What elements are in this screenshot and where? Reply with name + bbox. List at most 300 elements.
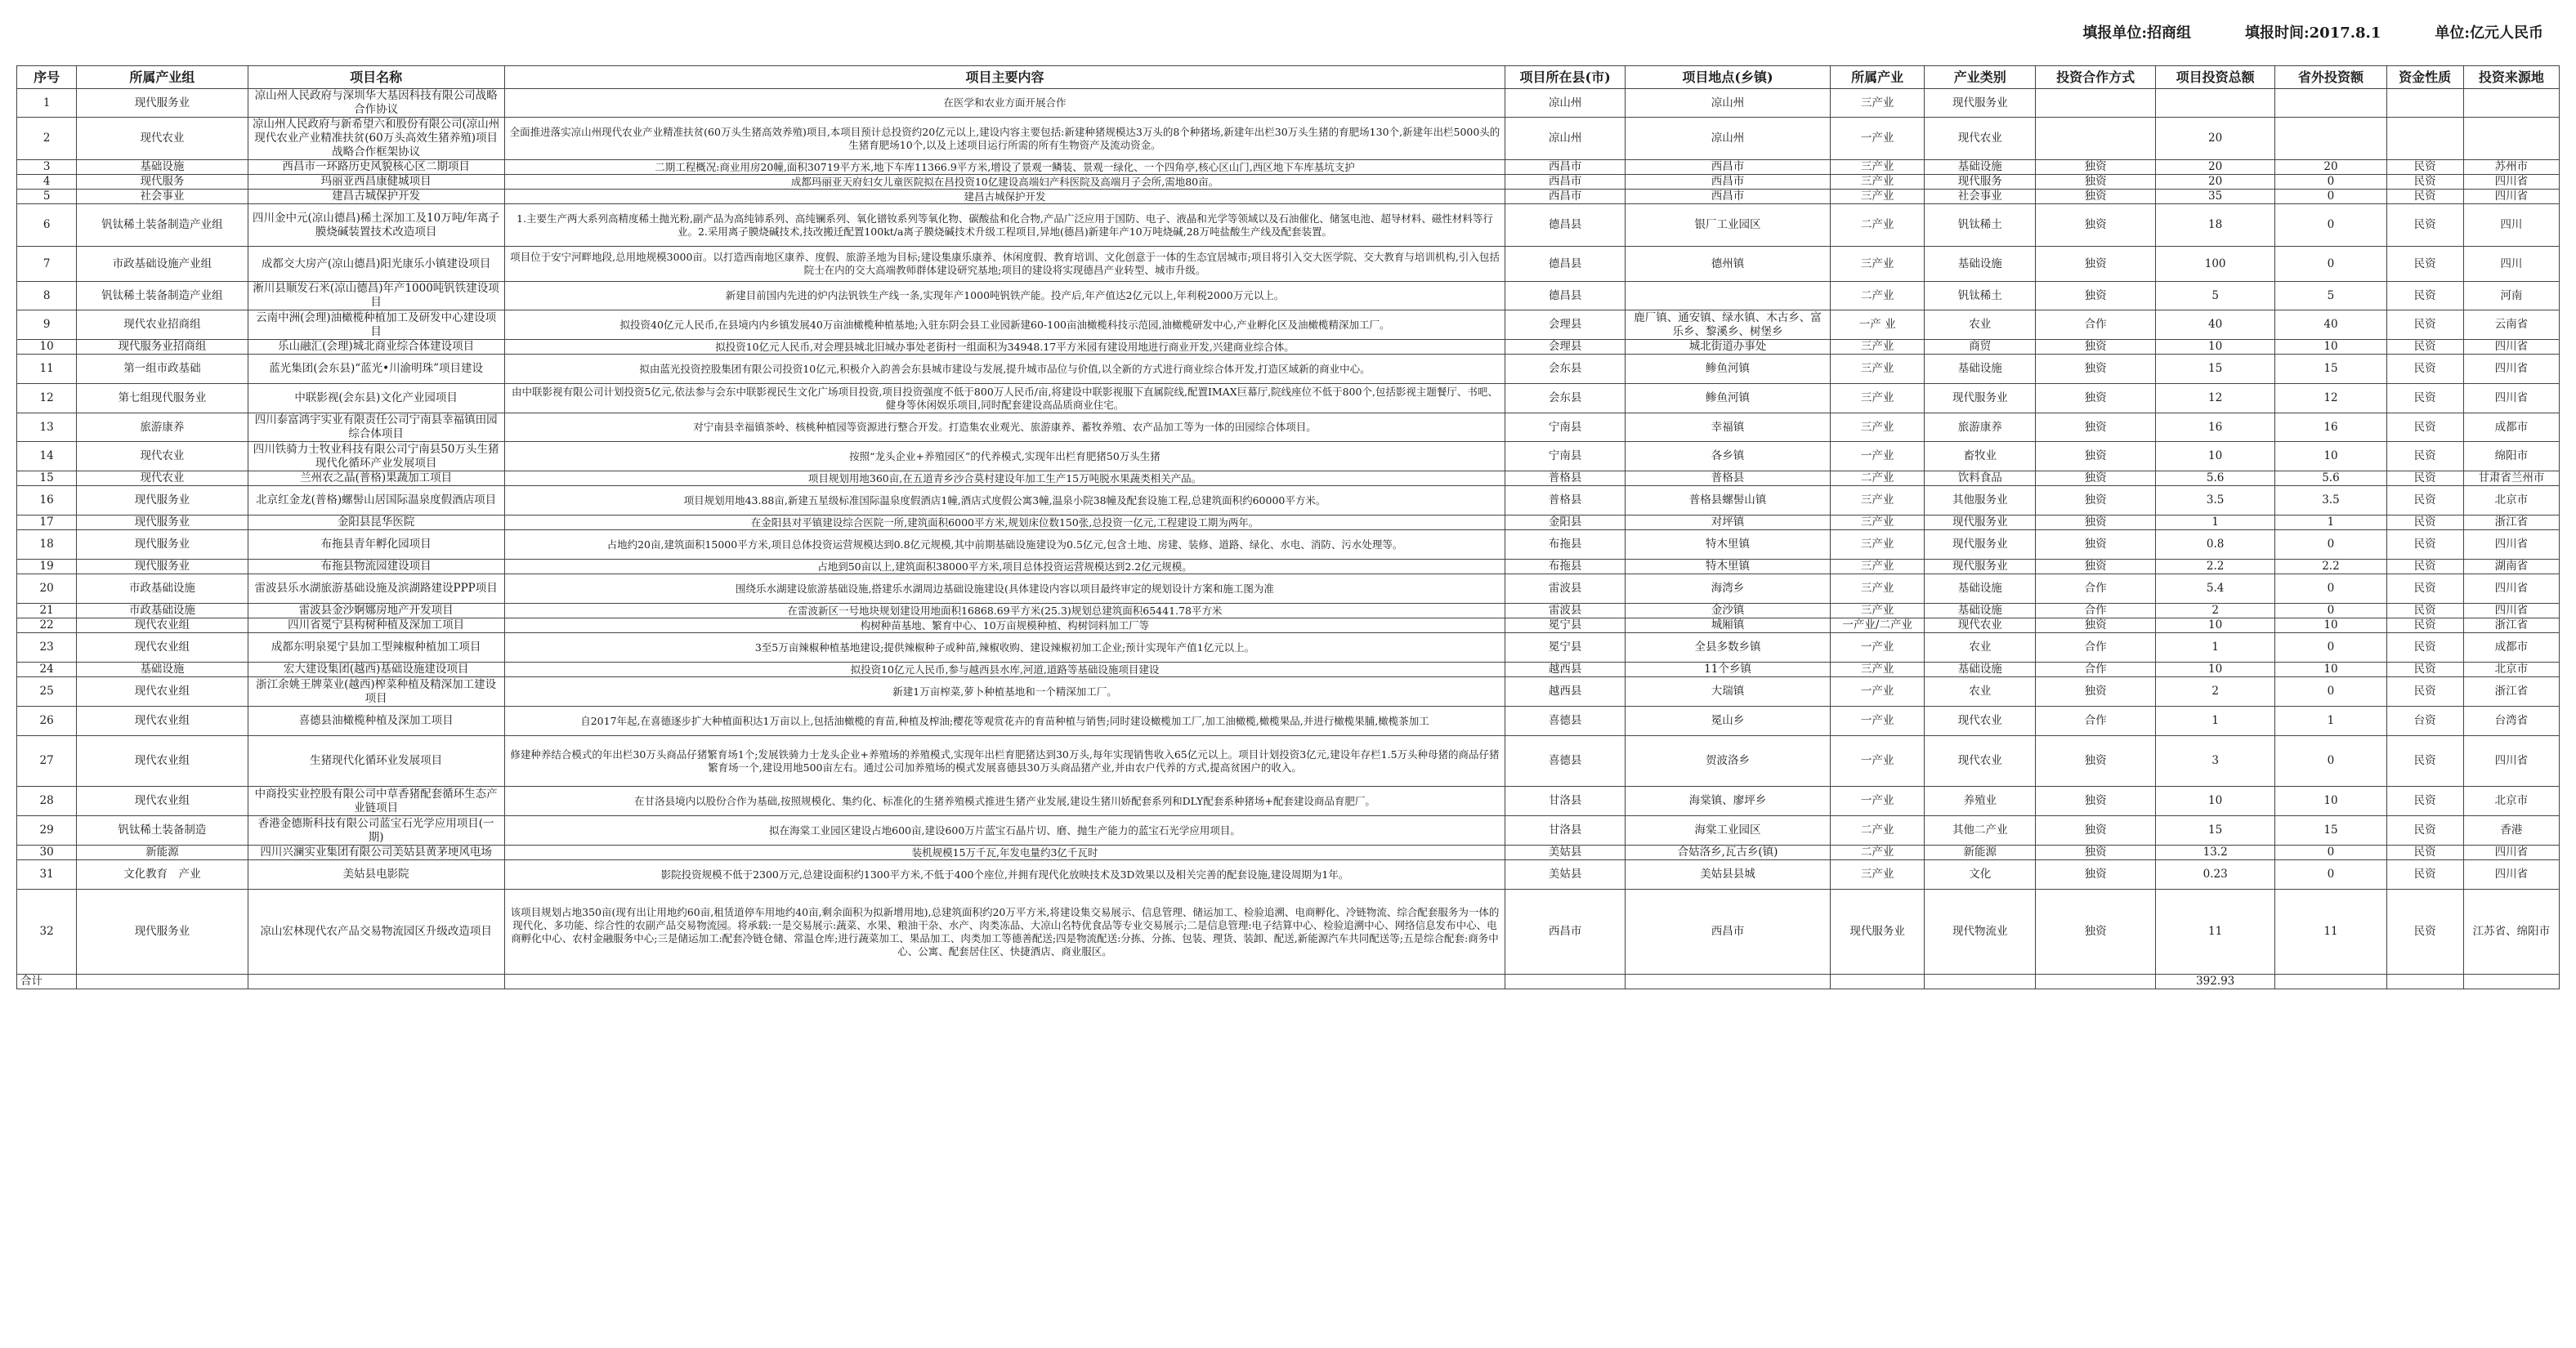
table-cell: 民资 [2386,355,2463,384]
table-cell: 9 [17,310,77,340]
table-cell: 宏大建设集团(越西)基础设施建设项目 [248,663,504,677]
table-row [17,787,2560,816]
table-cell: 18 [2155,204,2275,247]
table-cell: 现代服务业 [77,530,248,560]
table-cell: 布拖县物流园建设项目 [248,560,504,574]
table-cell: 独资 [2036,413,2156,442]
total-label: 合计 [17,975,77,989]
table-cell: 20 [2155,175,2275,190]
table-cell: 成都市 [2463,413,2559,442]
table-row [17,355,2560,384]
table-cell: 美姑县县城 [1625,860,1830,890]
table-row [17,282,2560,310]
table-cell: 成都玛丽亚天府妇女儿童医院拟在昌投资10亿建设高端妇产科医院及高端月子会所,需地80亩。 [504,175,1505,190]
table-cell: 独资 [2036,486,2156,516]
table-cell: 0 [2275,860,2386,890]
table-cell: 养殖业 [1925,787,2036,816]
table-cell: 会东县 [1505,355,1626,384]
table-cell: 民资 [2386,340,2463,355]
table-cell: 农业 [1925,677,2036,707]
table-cell: 民资 [2386,736,2463,787]
table-cell [2386,975,2463,989]
table-cell: 现代农业组 [77,633,248,663]
table-cell: 绵阳市 [2463,442,2559,471]
table-cell: 3.5 [2275,486,2386,516]
table-cell: 对宁南县幸福镇茶岭、核桃种植园等资源进行整合开发。打造集农业观光、旅游康养、蓄牧养殖、农产品加工等为一体的田园综合体项目。 [504,413,1505,442]
table-cell: 农业 [1925,633,2036,663]
table-cell: 0 [2275,530,2386,560]
table-row [17,247,2560,282]
table-cell: 民资 [2386,860,2463,890]
table-cell: 二产业 [1831,204,1925,247]
table-cell: 12 [17,384,77,413]
table-cell: 1.主要生产两大系列高精度稀土抛光粉,副产品为高纯铈系列、高纯镧系列、氧化镨钕系列等氧化物、碳酸盐和化合物,产品广泛应用于国防、电子、液晶和光学等领域以及石油催化、储氢电池、超导材料、磁性材料等行业。2.采用离子膜烧碱技术,技改搬迁配置100kt/a离子膜烧碱技术升级工程项目,异地(德昌)新建年产10万吨烧碱,28万吨盐酸生产线及配套装置。 [504,204,1505,247]
table-cell: 民资 [2386,604,2463,618]
table-cell: 北京红金龙(普格)螺髻山居国际温泉度假酒店项目 [248,486,504,516]
table-cell: 甘肃省兰州市 [2463,471,2559,486]
table-cell: 西昌市一环路历史风貌核心区二期项目 [248,160,504,175]
table-cell: 喜德县油橄榄种植及深加工项目 [248,707,504,736]
table-cell: 32 [17,890,77,975]
table-cell: 独资 [2036,471,2156,486]
table-cell: 独资 [2036,560,2156,574]
table-cell: 钒钛稀土 [1925,282,2036,310]
table-cell [2463,89,2559,118]
table-cell: 四川金中元(凉山德昌)稀土深加工及10万吨/年离子膜烧碱装置技术改造项目 [248,204,504,247]
table-cell: 德昌县 [1505,282,1626,310]
table-cell: 四川省 [2463,340,2559,355]
table-cell: 独资 [2036,442,2156,471]
table-cell: 一产业 [1831,633,1925,663]
table-cell: 0 [2275,175,2386,190]
table-cell: 0 [2275,633,2386,663]
table-cell: 0 [2275,736,2386,787]
table-cell: 旅游康养 [1925,413,2036,442]
table-cell: 一产业 [1831,736,1925,787]
table-cell: 3至5万亩辣椒种植基地建设;提供辣椒种子或种苗,辣椒收购、建设辣椒初加工企业;预计实现年产值1亿元以上。 [504,633,1505,663]
table-cell: 台资 [2386,707,2463,736]
table-cell: 16 [2155,413,2275,442]
table-cell: 独资 [2036,890,2156,975]
table-cell: 特木里镇 [1625,530,1830,560]
table-cell [1925,975,2036,989]
table-cell: 40 [2275,310,2386,340]
table-cell: 浙江省 [2463,677,2559,707]
table-cell: 香港金德斯科技有限公司蓝宝石光学应用项目(一期) [248,816,504,846]
table-cell: 民资 [2386,384,2463,413]
table-cell: 二期工程概况:商业用房20幢,面积30719平方米,地下车库11366.9平方米,增设了景观一鳞装、景观一绿化、一个四角亭,核心区山门,西区地下车库基坑支护 [504,160,1505,175]
table-cell: 30 [17,846,77,860]
table-cell: 现代服务 [1925,175,2036,190]
table-cell: 民资 [2386,516,2463,530]
table-cell: 对坪镇 [1625,516,1830,530]
table-cell: 普格县 [1505,486,1626,516]
table-row [17,516,2560,530]
time-label: 填报时间:2017.8.1 [2245,25,2381,42]
table-cell: 雷波县金沙婀娜房地产开发项目 [248,604,504,618]
table-cell [2036,89,2156,118]
table-header-row [17,66,2560,89]
table-cell: 现代农业 [1925,707,2036,736]
table-cell: 浙江省 [2463,516,2559,530]
table-cell: 项目规划用地43.88亩,新建五星级标准国际温泉度假酒店1幢,酒店式度假公寓3幢,温泉小院38幢及配套设施工程,总建筑面积约60000平方米。 [504,486,1505,516]
table-cell: 28 [17,787,77,816]
table-cell: 3.5 [2155,486,2275,516]
table-cell: 现代服务业 [77,89,248,118]
table-cell: 社会事业 [1925,190,2036,204]
table-cell: 民资 [2386,282,2463,310]
table-cell: 三产业 [1831,247,1925,282]
table-cell: 四川省 [2463,384,2559,413]
table-cell: 银厂工业园区 [1625,204,1830,247]
table-cell: 5.4 [2155,574,2275,604]
table-cell: 现代服务业 [1925,560,2036,574]
table-cell: 16 [2275,413,2386,442]
table-row [17,340,2560,355]
table-row [17,89,2560,118]
table-cell: 按照“龙头企业+养殖园区”的代养模式,实现年出栏育肥猪50万头生猪 [504,442,1505,471]
table-cell: 宁南县 [1505,442,1626,471]
table-cell: 民资 [2386,574,2463,604]
table-cell: 现代物流业 [1925,890,2036,975]
column-header: 资金性质 [2386,66,2463,89]
table-cell: 8 [17,282,77,310]
table-cell [1625,975,1830,989]
column-header: 项目投资总额 [2155,66,2275,89]
table-cell: 普格县螺髻山镇 [1625,486,1830,516]
table-cell [2386,118,2463,160]
table-cell: 苏州市 [2463,160,2559,175]
table-cell: 10 [2155,442,2275,471]
table-cell: 1 [2155,516,2275,530]
table-cell: 市政基础设施 [77,574,248,604]
table-cell: 民资 [2386,310,2463,340]
table-cell: 14 [17,442,77,471]
table-cell: 四川省 [2463,355,2559,384]
table-cell: 凉山州 [1625,89,1830,118]
table-cell [2036,118,2156,160]
table-cell: 三产业 [1831,413,1925,442]
table-cell: 一产业/二产业 [1831,618,1925,633]
table-row [17,633,2560,663]
table-cell [1625,282,1830,310]
table-cell: 四川省 [2463,190,2559,204]
table-cell: 一产业 [1831,787,1925,816]
table-cell: 项目位于安宁河畔地段,总用地规模3000亩。以打造西南地区康养、度假、旅游圣地为目标;建设集康乐康养、休闲度假、教育培训、文化创意于一体的生态宜居城市;项目将引入交大医学院、交大教育与培训机构,引入包括院士在内的交大高端教师群体建设研究基地;项目的建设将实现德昌产业转型、城市升级。 [504,247,1505,282]
table-cell: 由中联影视有限公司计划投资5亿元,依法参与会东中联影视民生文化广场项目投资,项目投资强度不低于800万人民币/亩,将建设中联影视服下直属院线,配置IMAX巨幕厅,院线座位不低于800个,包括影视主题餐厅、书吧、健身等休闲娱乐项目,同时配套建设高品质商业住宅。 [504,384,1505,413]
table-cell [2036,975,2156,989]
column-header: 项目主要内容 [504,66,1505,89]
table-cell [1831,975,1925,989]
table-cell: 民资 [2386,560,2463,574]
table-cell: 宁南县 [1505,413,1626,442]
table-cell: 美姑县电影院 [248,860,504,890]
table-cell: 三产业 [1831,486,1925,516]
table-cell: 1 [2275,707,2386,736]
table-cell: 一产业 [1831,118,1925,160]
table-cell: 北京市 [2463,787,2559,816]
table-cell: 3 [17,160,77,175]
table-cell: 会理县 [1505,310,1626,340]
table-cell: 三产业 [1831,175,1925,190]
table-cell: 美姑县 [1505,846,1626,860]
table-cell: 项目规划用地360亩,在五道青乡沙合莫村建设年加工生产15万吨脱水果蔬类相关产品。 [504,471,1505,486]
table-cell: 拟由蓝光投资控股集团有限公司投资10亿元,积极介入韵善会东县城市建设与发展,提升城市品位与价值,以全新的方式进行商业综合体开发,打造区域新的商业中心。 [504,355,1505,384]
table-cell: 5.6 [2275,471,2386,486]
table-cell: 3 [2155,736,2275,787]
table-cell: 2 [2155,677,2275,707]
table-row [17,736,2560,787]
table-cell: 5 [17,190,77,204]
table-cell: 0 [2275,204,2386,247]
table-cell: 独资 [2036,384,2156,413]
table-cell: 四川泰富鸿宇实业有限责任公司宁南县幸福镇田园综合体项目 [248,413,504,442]
table-cell: 美姑县 [1505,860,1626,890]
table-cell: 四川省 [2463,736,2559,787]
table-cell: 拟在海棠工业园区建设占地600亩,建设600万片蓝宝石晶片切、磨、抛生产能力的蓝宝石光学应用项目。 [504,816,1505,846]
table-cell: 凉山州 [1505,89,1626,118]
table-cell: 民资 [2386,530,2463,560]
unit-label: 填报单位:招商组 [2082,25,2192,42]
table-cell: 合作 [2036,574,2156,604]
table-cell: 大瑞镇 [1625,677,1830,707]
table-cell: 雷波县 [1505,574,1626,604]
table-cell: 基础设施 [1925,355,2036,384]
table-cell: 第七组现代服务业 [77,384,248,413]
table-cell: 民资 [2386,413,2463,442]
table-cell: 独资 [2036,247,2156,282]
table-cell: 独资 [2036,340,2156,355]
table-cell: 22 [17,618,77,633]
table-cell: 15 [17,471,77,486]
table-cell: 江苏省、绵阳市 [2463,890,2559,975]
table-cell: 20 [2155,160,2275,175]
table-cell: 西昌市 [1625,160,1830,175]
table-cell: 幸福镇 [1625,413,1830,442]
table-cell: 社会事业 [77,190,248,204]
table-cell: 5 [2155,282,2275,310]
table-cell: 一产业 [1831,442,1925,471]
table-cell: 四川铁骑力士牧业科技有限公司宁南县50万头生猪现代化循环产业发展项目 [248,442,504,471]
table-cell: 生猪现代化循环业发展项目 [248,736,504,787]
table-cell: 农业 [1925,310,2036,340]
table-cell: 喜德县 [1505,707,1626,736]
table-cell: 独资 [2036,160,2156,175]
currency-label: 单位:亿元人民币 [2435,25,2543,42]
table-cell: 独资 [2036,618,2156,633]
table-cell: 10 [2275,663,2386,677]
table-row [17,707,2560,736]
table-cell: 民资 [2386,190,2463,204]
table-cell: 乐山融汇(会理)城北商业综合体建设项目 [248,340,504,355]
table-cell: 三产业 [1831,355,1925,384]
table-cell: 现代服务业 [77,890,248,975]
table-cell: 基础设施 [1925,574,2036,604]
table-cell: 布拖县青年孵化园项目 [248,530,504,560]
table-cell: 三产业 [1831,560,1925,574]
table-cell: 2.2 [2275,560,2386,574]
table-cell: 民资 [2386,204,2463,247]
table-cell: 民资 [2386,816,2463,846]
table-cell: 西昌市 [1505,175,1626,190]
table-cell: 围绕乐水湖建设旅游基础设施,搭建乐水湖周边基础设施建设(具体建设内容以项目最终审定的规划设计方案和施工图为准 [504,574,1505,604]
table-cell: 文化 [1925,860,2036,890]
table-cell: 在金阳县对平镇建设综合医院一所,建筑面积6000平方米,规划床位数150张,总投资一亿元,工程建设工期为两年。 [504,516,1505,530]
table-cell: 民资 [2386,247,2463,282]
table-cell: 钒钛稀土装备制造产业组 [77,204,248,247]
table-cell: 独资 [2036,846,2156,860]
table-cell: 2.2 [2155,560,2275,574]
table-cell: 台湾省 [2463,707,2559,736]
table-row [17,604,2560,618]
table-cell: 民资 [2386,618,2463,633]
table-cell: 二产业 [1831,282,1925,310]
table-cell: 甘洛县 [1505,816,1626,846]
table-cell: 海棠镇、廖坪乡 [1625,787,1830,816]
table-cell: 现代服务业 [1925,89,2036,118]
table-row [17,574,2560,604]
table-cell: 特木里镇 [1625,560,1830,574]
table-cell: 13 [17,413,77,442]
table-cell: 现代农业招商组 [77,310,248,340]
table-cell: 影院投资规模不低于2300万元,总建设面积约1300平方米,不低于400个座位,并拥有现代化放映技术及3D效果以及相关完善的配套设施,建设周期为1年。 [504,860,1505,890]
table-cell: 独资 [2036,787,2156,816]
table-cell: 占地约20亩,建筑面积15000平方米,项目总体投资运营规模达到0.8亿元规模,其中前期基础设施建设为0.5亿元,包含土地、房建、装修、道路、绿化、水电、消防、污水处理等。 [504,530,1505,560]
table-cell: 0 [2275,247,2386,282]
table-cell: 现代服务业 [77,516,248,530]
table-cell: 浙江余姚王牌菜业(越西)榨菜种植及精深加工建设项目 [248,677,504,707]
table-row [17,677,2560,707]
table-cell: 西昌市 [1505,190,1626,204]
table-cell: 11个乡镇 [1625,663,1830,677]
table-cell: 金阳县 [1505,516,1626,530]
table-cell: 新建1万亩榨菜,萝卜种植基地和一个精深加工厂。 [504,677,1505,707]
table-cell: 拟投资10亿元人民币,参与越西县水库,河道,道路等基础设施项目建设 [504,663,1505,677]
table-cell: 普格县 [1625,471,1830,486]
table-cell: 民资 [2386,471,2463,486]
table-row [17,118,2560,160]
table-cell: 11 [2275,890,2386,975]
table-cell: 玛丽亚西昌康健城项目 [248,175,504,190]
table-cell: 20 [2155,118,2275,160]
table-cell: 鲹鱼河镇 [1625,384,1830,413]
table-cell: 布拖县 [1505,530,1626,560]
column-header: 序号 [17,66,77,89]
table-cell: 基础设施 [1925,663,2036,677]
table-cell: 27 [17,736,77,787]
table-cell: 饮料食品 [1925,471,2036,486]
table-cell: 1 [2275,516,2386,530]
table-cell: 文化教育 产业 [77,860,248,890]
table-cell: 城厢镇 [1625,618,1830,633]
project-table [16,65,2560,989]
table-cell: 旅游康养 [77,413,248,442]
table-cell: 拟投资40亿元人民币,在县境内内乡镇发展40万亩油橄榄种植基地;入驻东阴会县工业园新建60-100亩油橄榄科技示范园,油橄榄研发中心,产业孵化区及油橄榄精深加工厂。 [504,310,1505,340]
table-cell: 其他二产业 [1925,816,2036,846]
table-cell: 1 [17,89,77,118]
table-cell: 11 [2155,890,2275,975]
table-cell: 合姑洛乡,瓦古乡(镇) [1625,846,1830,860]
table-cell: 现代农业 [1925,736,2036,787]
table-cell: 喜德县 [1505,736,1626,787]
table-cell: 冕山乡 [1625,707,1830,736]
table-cell: 现代农业 [1925,618,2036,633]
table-cell: 现代农业 [77,471,248,486]
column-header: 省外投资额 [2275,66,2386,89]
table-cell: 新能源 [77,846,248,860]
table-cell: 现代服务业 [1925,384,2036,413]
table-cell: 二产业 [1831,471,1925,486]
table-cell: 10 [2275,618,2386,633]
table-cell: 民资 [2386,633,2463,663]
table-cell: 基础设施 [77,160,248,175]
table-cell: 甘洛县 [1505,787,1626,816]
table-cell: 独资 [2036,516,2156,530]
table-cell: 16 [17,486,77,516]
table-cell: 5.6 [2155,471,2275,486]
table-row [17,413,2560,442]
table-row [17,160,2560,175]
table-cell: 凉山州 [1625,118,1830,160]
table-row [17,486,2560,516]
table-cell: 四川兴澜实业集团有限公司美姑县黄茅埂风电场 [248,846,504,860]
table-cell: 现代服务业 [1925,516,2036,530]
table-cell [2386,89,2463,118]
table-cell: 15 [2155,355,2275,384]
table-cell: 民资 [2386,787,2463,816]
table-row [17,890,2560,975]
table-cell: 构树种苗基地、繁育中心、10万亩规模种植、构树饲料加工厂等 [504,618,1505,633]
table-row [17,860,2560,890]
table-cell: 鹿厂镇、通安镇、绿水镇、木古乡、富乐乡、黎溪乡、树堡乡 [1625,310,1830,340]
table-cell [2275,118,2386,160]
table-cell: 金沙镇 [1625,604,1830,618]
table-cell: 西昌市 [1625,190,1830,204]
table-cell: 1 [2155,707,2275,736]
table-cell: 7 [17,247,77,282]
table-row [17,310,2560,340]
table-cell: 25 [17,677,77,707]
table-cell: 现代服务业 [1925,530,2036,560]
table-cell: 15 [2275,816,2386,846]
table-cell: 合作 [2036,633,2156,663]
table-cell: 18 [17,530,77,560]
table-cell [77,975,248,989]
table-cell: 二产业 [1831,816,1925,846]
table-cell: 凉山州人民政府与新希望六和股份有限公司(凉山州现代农业产业精准扶贫(60万头高效生猪养殖)项目战略合作框架协议 [248,118,504,160]
table-cell: 商贸 [1925,340,2036,355]
table-cell: 0.8 [2155,530,2275,560]
table-cell: 钒钛稀土装备制造 [77,816,248,846]
table-cell: 0.23 [2155,860,2275,890]
table-row [17,846,2560,860]
table-cell: 6 [17,204,77,247]
table-cell: 德昌县 [1505,204,1626,247]
table-cell: 四川省 [2463,846,2559,860]
table-cell [504,975,1505,989]
table-cell: 独资 [2036,677,2156,707]
table-cell: 11 [17,355,77,384]
table-cell: 合作 [2036,604,2156,618]
table-cell: 独资 [2036,816,2156,846]
table-cell: 一产业 [1831,707,1925,736]
table-cell: 金阳县昆华医院 [248,516,504,530]
table-cell: 三产业 [1831,604,1925,618]
table-cell: 现代农业 [77,118,248,160]
table-cell: 现代服务业 [1831,890,1925,975]
table-cell: 现代农业组 [77,677,248,707]
table-cell: 基础设施 [1925,604,2036,618]
